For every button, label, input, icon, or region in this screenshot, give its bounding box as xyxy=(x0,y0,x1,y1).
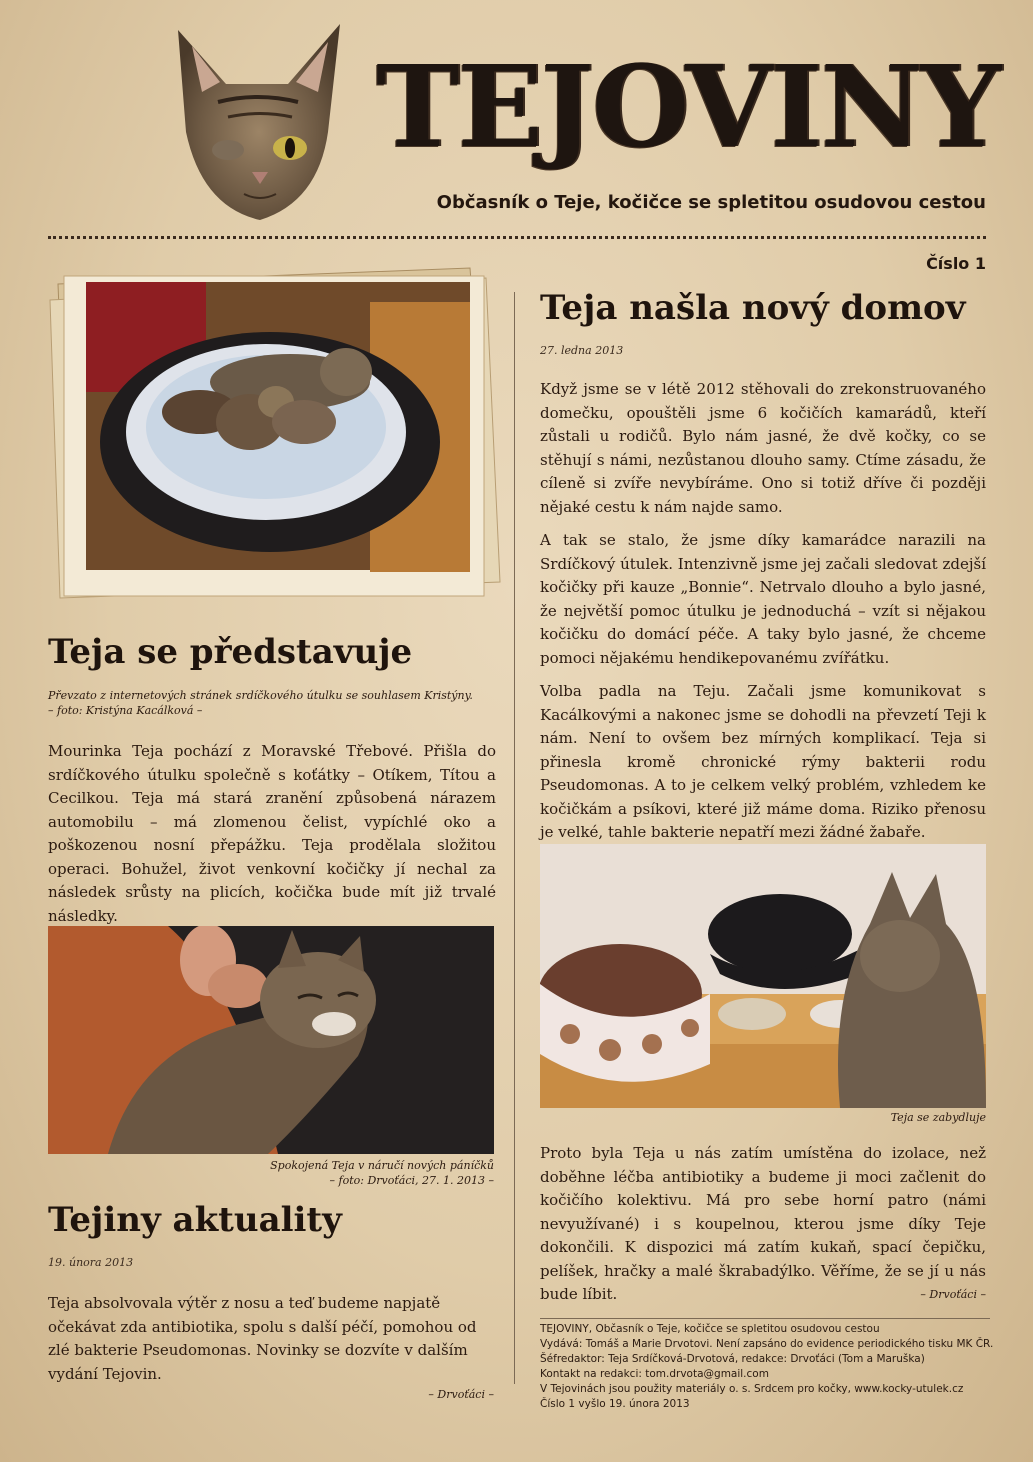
news-text: Teja absolvovala výtěr z nosu a teď budeme napjatě očekávat zda antibiotika, spolu s další péčí, pomohou od zlé bakterie Pseudomonas. Novinky se dozvíte v dalším vydání Tejovin. xyxy=(48,1294,477,1383)
news-heading: Tejiny aktuality xyxy=(48,1200,342,1240)
intro-credit-photo: – foto: Kristýna Kacálková – xyxy=(48,704,203,717)
article-body xyxy=(540,378,986,855)
imprint xyxy=(540,1318,994,1412)
news-signature: – Drvoťáci – xyxy=(428,1388,494,1401)
imprint-line: V Tejovinách jsou použity materiály o. s. Srdcem pro kočky, www.kocky-utulek.cz xyxy=(540,1383,964,1395)
article-heading: Teja našla nový domov xyxy=(540,288,966,328)
photo-kittens xyxy=(86,282,470,572)
photo3-caption: Teja se zabydluje xyxy=(890,1111,986,1124)
imprint-line: Šéfredaktor: Teja Srdíčková-Drvotová, redakce: Drvoťáci (Tom a Maruška) xyxy=(540,1353,925,1365)
masthead-title: TEJOVINY xyxy=(376,42,999,173)
intro-text: Mourinka Teja pochází z Moravské Třebové. Přišla do srdíčkového útulku společně s koťátky – Otíkem, Títou a Cecilkou. Teja má stará zranění způsobená nárazem automobilu – má zlomenou čelist, vypíchlé oko a poškozenou nosní přepážku. Teja prodělala složitou operaci. Bohužel, život venkovní kočičky jí nechal za následek srůsty na plicích, kočička bude mít již trvalé následky. xyxy=(48,742,496,925)
news-date: 19. února 2013 xyxy=(48,1256,134,1269)
imprint-line: Vydává: Tomáš a Marie Drvotovi. Není zapsáno do evidence periodického tisku MK ČR. xyxy=(540,1338,994,1350)
photo2-credit: – foto: Drvoťáci, 27. 1. 2013 – xyxy=(329,1174,494,1187)
photo-cat-eating xyxy=(540,844,986,1108)
issue-number: Číslo 1 xyxy=(926,254,986,273)
article-date: 27. ledna 2013 xyxy=(540,344,624,357)
imprint-line: TEJOVINY, Občasník o Teje, kočičce se spletitou osudovou cestou xyxy=(540,1323,880,1335)
photo2-caption: Spokojená Teja v náručí nových páníčků xyxy=(270,1159,494,1172)
photo-cat-in-arms xyxy=(48,926,494,1154)
masthead-divider xyxy=(48,236,986,239)
article-paragraph-2: A tak se stalo, že jsme díky kamarádce narazili na Srdíčkový útulek. Intenzivně jsme jej začali sledovat zdejší kočičky při kauze „Bonnie“. Netrvalo dlouho a bylo jasné, že největší pomoc útulku je jednoduchá – vzít si nějakou kočičku do domácí péče. A taky bylo jasné, že chceme pomoci nějakému hendikepovanému zvířátku. xyxy=(540,531,986,667)
article-paragraph-3: Volba padla na Teju. Začali jsme komunikovat s Kacálkovými a nakonec jsme se dohodli na převzetí Teji k nám. Není to ovšem bez mírných komplikací. Teja si přinesla kromě chronické rýmy bakterii rodu Pseudomonas. A to je celkem velký problém, vzhledem ke kočičkám a psíkovi, které již máme doma. Riziko přenosu je velké, tahle bakterie nepatří mezi žádné žabaře. xyxy=(540,682,986,841)
photo-kittens-frame xyxy=(40,262,510,612)
intro-credit-source: Převzato z internetových stránek srdíčkového útulku se souhlasem Kristýny. xyxy=(48,689,473,702)
article-paragraph-4: Proto byla Teja u nás zatím umístěna do izolace, než doběhne léčba antibiotiky a budeme ji moci začlenit do kočičího kolektivu. Má pro sebe horní patro (námi nevyužívané) i s koupelnou, kterou jsme díky Teje dokončili. K dispozici má zatím kukaň, spací čepičku, pelíšek, hračky a malé škrabadýlko. Věříme, že se jí u nás bude líbit. xyxy=(540,1144,986,1303)
column-divider xyxy=(514,292,515,1384)
imprint-line: Kontakt na redakci: tom.drvota@gmail.com xyxy=(540,1368,769,1380)
article-signature: – Drvoťáci – xyxy=(920,1288,986,1301)
masthead-subtitle: Občasník o Teje, kočičce se spletitou osudovou cestou xyxy=(436,192,986,213)
imprint-line: Číslo 1 vyšlo 19. února 2013 xyxy=(540,1398,690,1410)
intro-heading: Teja se představuje xyxy=(48,632,413,672)
article-paragraph-1: Když jsme se v létě 2012 stěhovali do zrekonstruovaného domečku, opouštěli jsme 6 kočičích kamarádů, kteří zůstali u rodičů. Bylo nám jasné, že dvě kočky, co se stěhují s námi, nezůstanou dlouho samy. Ctíme zásadu, že cíleně si zvíře nevybíráme. Ono si totiž dříve či později nějaké cestu k nám najde samo. xyxy=(540,380,986,516)
